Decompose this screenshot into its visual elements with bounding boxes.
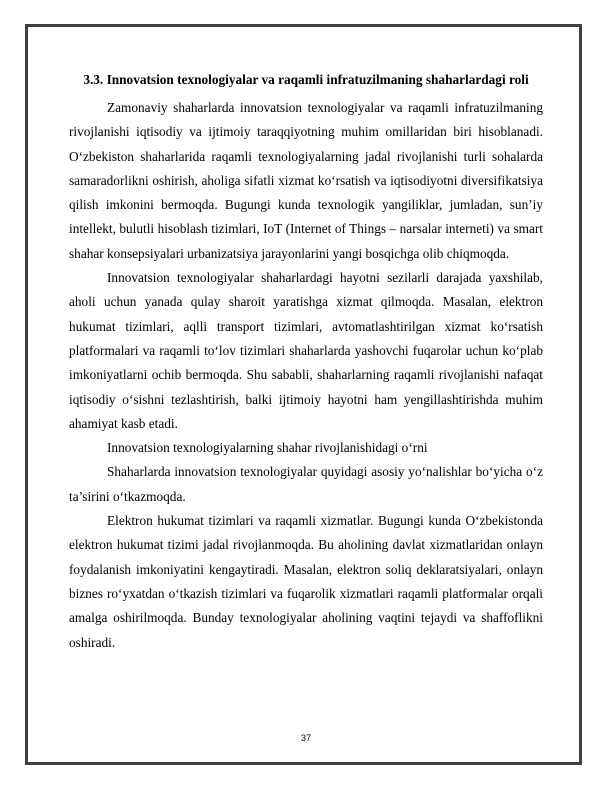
paragraph-innovations: Innovatsion texnologiyalar shaharlardagi hayotni sezilarli darajada yaxshilab, aholi uchun yanada qulay sharoit yaratishga xizmat qilmoqda. Masalan, elektron hukumat tizimlari, aqlli transport tizimlari, avtomatlashtirilgan xizmat ko‘rsatish platformalari va raqamli to‘lov tizimlari shaharlarda yashovchi fuqarolar uchun ko‘plab imkoniyatlarni ochib bermoqda. Shu sababli, shaharlarning raqamli rivojlanishi nafaqat iqtisodiy o‘sishni tezlashtirish, balki ijtimoiy hayotni ham yengillashtirishda muhim ahamiyat kasb etadi.	[69, 270, 543, 431]
paragraph-directions: Shaharlarda innovatsion texnologiyalar quyidagi asosiy yo‘nalishlar bo‘yicha o‘z ta’sirini o‘tkazmoqda.	[69, 464, 543, 504]
subheading-role: Innovatsion texnologiyalarning shahar rivojlanishidagi o‘rni	[107, 440, 428, 456]
paragraph-e-government: Elektron hukumat tizimlari va raqamli xizmatlar. Bugungi kunda O‘zbekistonda elektron hukumat tizimi jadal rivojlanmoqda. Bu aholining davlat xizmatlaridan onlayn foydalanish imkoniyatini kengaytiradi. Masalan, elektron soliq deklaratsiyalari, onlayn biznes ro‘yxatdan o‘tkazish tizimlari va fuqarolik xizmatlari raqamli platformalar orqali amalga oshirilmoqda. Bunday texnologiyalar aholining vaqtini tejaydi va shaffoflikni oshiradi.	[69, 513, 543, 650]
paragraph-intro: Zamonaviy shaharlarda innovatsion texnologiyalar va raqamli infratuzilmaning rivojlanishi iqtisodiy va ijtimoiy taraqqiyotning muhim omillaridan biri hisoblanadi. O‘zbekiston shaharlarida raqamli texnologiyalarning jadal rivojlanishi turli sohalarda samaradorlikni oshirish, aholiga sifatli xizmat ko‘rsatish va iqtisodiyotni diversifikatsiya qilish imkonini bermoqda. Bugungi kunda texnologik yangiliklar, jumladan, sun’iy intellekt, bulutli hisoblash tizimlari, IoT (Internet of Things – narsalar interneti) va smart shahar konsepsiyalari urbanizatsiya jarayonlarini yangi bosqichga olib chiqmoqda.	[69, 100, 543, 261]
section-title: 3.3. Innovatsion texnologiyalar va raqamli infratuzilmaning shaharlardagi roli	[83, 72, 529, 87]
page-number: 37	[300, 733, 311, 743]
document-body	[69, 68, 543, 655]
